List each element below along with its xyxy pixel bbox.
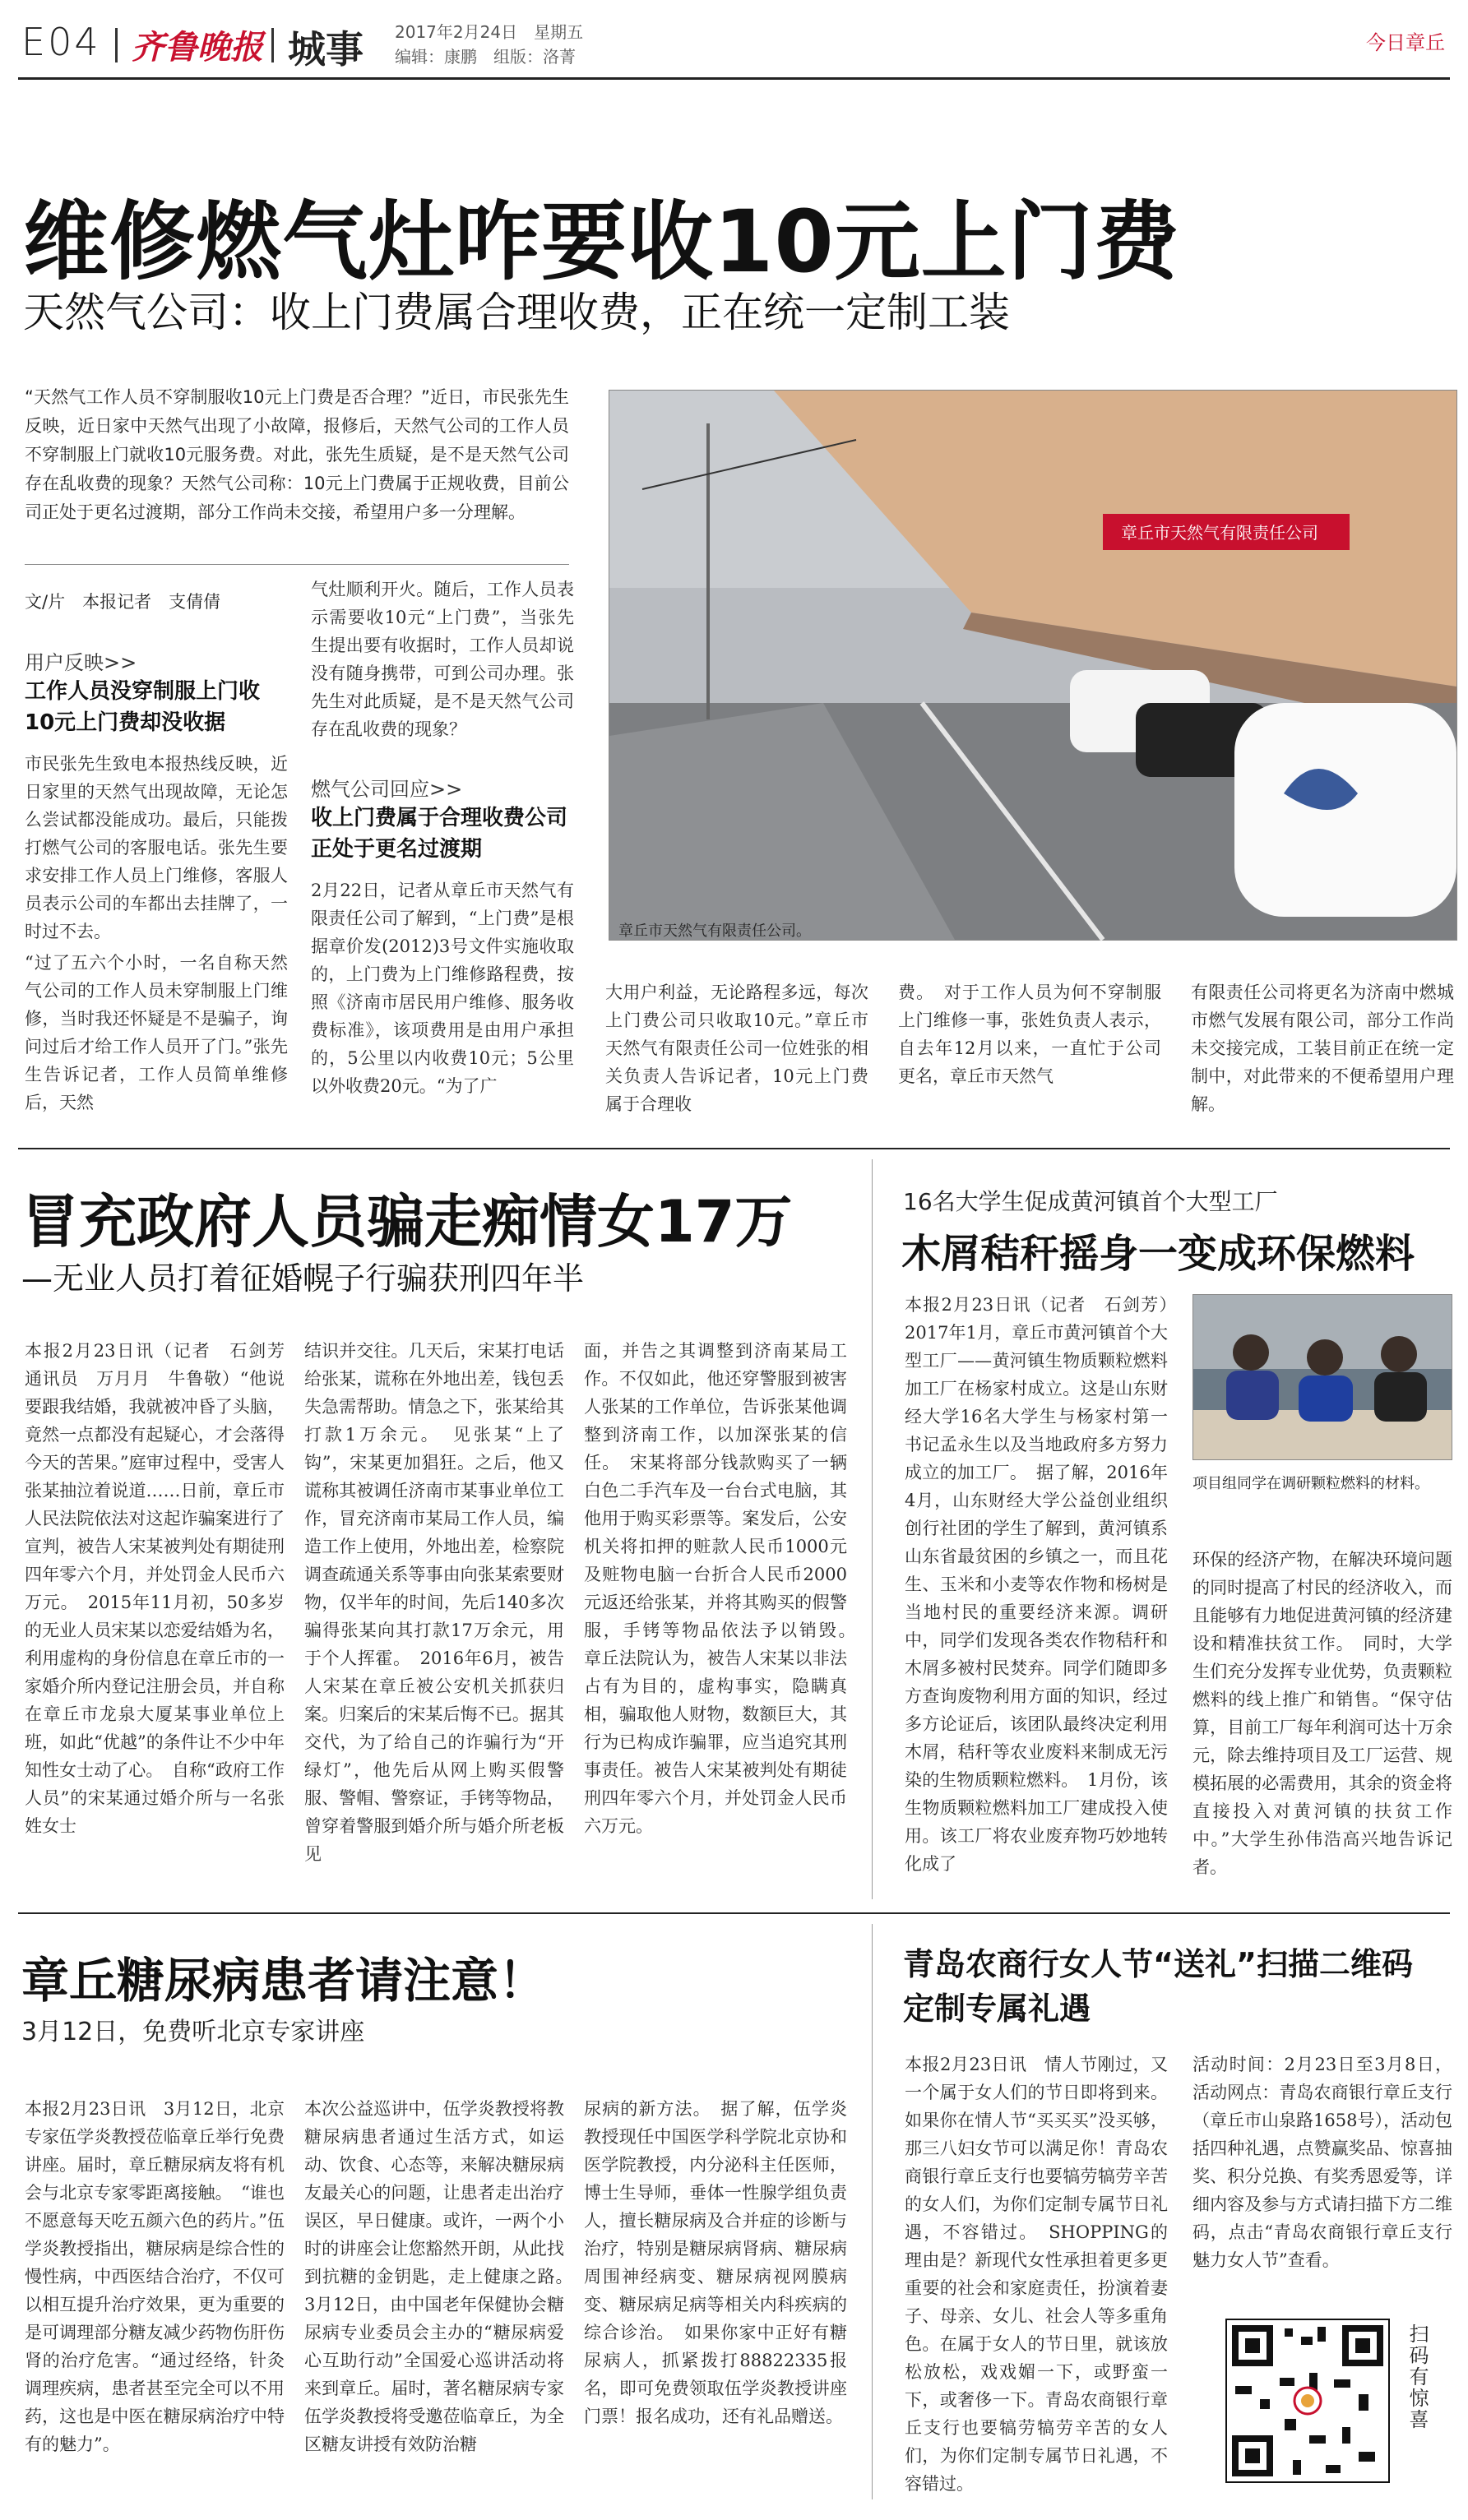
story4-col3: 尿病的新方法。 据了解，伍学炎教授现任中国医学科学院北京协和医学院教授，内分泌科主任医师，博士生导师，垂体一性腺学组负责人，擅长糖尿病及合并症的诊断与治疗，特别是糖尿病肾病、糖尿病周围神经病变、糖尿病视网膜病变、糖尿病足病等相关内科疾病的综合诊治。 如果你家中正好有糖尿病人，抓紧拨打88822335报名，即可免费领取伍学炎教授讲座门票！报名成功，还有礼品赠送。	[584, 2099, 847, 2426]
story1-headline: 维修燃气灶咋要收10元上门费	[23, 192, 1180, 292]
qr-code[interactable]	[1225, 2319, 1390, 2483]
story5-headline: 青岛农商行女人节“送礼”扫描二维码定制专属礼遇	[903, 1946, 1413, 2027]
students-photo	[1192, 1294, 1452, 1460]
story1-lead: “天然气工作人员不穿制服收10元上门费是否合理？”近日，市民张先生反映，近日家中天然气出现了小故障，报修后，天然气公司的工作人员不穿制服上门就收10元服务费。对此，张先生质疑，是不是天然气公司存在乱收费的现象？天然气公司称：10元上门费属于正规收费，目前公司正处于更名过渡期，部分工作尚未交接，希望用户多一分理解。	[25, 387, 569, 522]
story3-col1: 本报2月23日讯（记者 石剑芳） 2017年1月，章丘市黄河镇首个大型工厂——黄河镇生物质颗粒燃料加工厂在杨家村成立。这是山东财经大学16名大学生与杨家村第一书记孟永生以及当地政府多方努力成立的加工厂。 据了解，2016年4月，山东财经大学公益创业组织创行社团的学生了解到，黄河镇系山东省最贫困的乡镇之一，而且花生、玉米和小麦等农作物和杨树是当地村民的重要经济来源。调研中，同学们发现各类农作物秸秆和木屑多被村民焚弃。同学们随即多方查询废物利用方面的知识，经过多方论证后，该团队最终决定利用木屑，秸秆等农业废料来制成无污染的生物质颗粒燃料。 1月份，该生物质颗粒燃料加工厂建成投入使用。该工厂将农业废弃物巧妙地转化成了	[905, 1295, 1185, 1874]
story4-headline: 章丘糖尿病患者请注意！	[21, 1953, 547, 2009]
story3-col2: 环保的经济产物，在解决环境问题的同时提高了村民的经济收入，而且能够有力地促进黄河镇的经济建设和精准扶贫工作。 同时，大学生们充分发挥专业优势，负责颗粒燃料的线上推广和销售。“保守估算，目前工厂每年利润可达十万余元，除去维持项目及工厂运营、规模拓展的必需费用，其余的资金将直接投入对黄河镇的扶贫工作中。”大学生孙伟浩高兴地告诉记者。	[1192, 1550, 1452, 1877]
photo1-caption: 章丘市天然气有限责任公司。	[618, 922, 811, 940]
story2-subhead: —无业人员打着征婚幌子行骗获刑四年半	[21, 1260, 585, 1297]
qr-code-pattern	[1227, 2320, 1388, 2481]
section-rule	[18, 1912, 1450, 1914]
story1-col4: 费。 对于工作人员为何不穿制服上门维修一事，张姓负责人表示，自去年12月以来，一直忙于公司更名，章丘市天然气	[898, 983, 1161, 1086]
story1-col5: 有限责任公司将更名为济南中燃城市燃气发展有限公司，部分工作尚未交接完成，工装目前正在统一定制中，对此带来的不便希望用户理解。	[1191, 983, 1454, 1114]
story1-col1b: “过了五六个小时，一名自称天然气公司的工作人员未穿制服上门维修，当时我还怀疑是不是骗子，询问过后才给工作人员开了门。”张先生告诉记者，工作人员简单维修后，天然	[25, 953, 288, 1112]
students-illustration	[1193, 1295, 1452, 1459]
story2-col3: 面，并告之其调整到济南某局工作。不仅如此，他还穿警服到被害人张某的工作单位，告诉张某他调整到济南工作，以加深张某的信任。 宋某将部分钱款购买了一辆白色二手汽车及一台台式电脑，其他用于购买彩票等。案发后，公安机关将扣押的赃款人民币1000元及赃物电脑一台折合人民币2000元返还给张某，并将其购买的假警服，手铐等物品依法予以销毁。 章丘法院认为，被告人宋某以非法占有为目的，虚构事实，隐瞒真相，骗取他人财物，数额巨大，其行为已构成诈骗罪，应当追究其刑事责任。被告人宋某被判处有期徒刑四年零六个月，并处罚金人民币六万元。	[584, 1341, 864, 1836]
section-title-user: 工作人员没穿制服上门收10元上门费却没收据	[25, 679, 261, 735]
story5-col2: 活动时间：2月23日至3月8日，活动网点：青岛农商银行章丘支行（章丘市山泉路1658号），活动包括四种礼遇，点赞赢奖品、惊喜抽奖、积分兑换、有奖秀恩爱等，详细内容及参与方式请扫描下方二维码，点击“青岛农商银行章丘支行魅力女人节”查看。	[1192, 2055, 1452, 2270]
street-photo	[609, 390, 1457, 941]
column-divider	[872, 1159, 873, 1899]
qr-label: 扫码有惊喜	[1405, 2323, 1429, 2430]
story1-col1: 市民张先生致电本报热线反映，近日家里的天然气出现故障，无论怎么尝试都没能成功。最后，只能拨打燃气公司的客服电话。张先生要求安排工作人员上门维修，客服人员表示公司的车都出去挂牌了，一时过不去。	[25, 754, 288, 941]
story2-col2: 结识并交往。几天后，宋某打电话给张某，谎称在外地出差，钱包丢失急需帮助。情急之下，张某给其打款1万余元。 见张某“上了钩”，宋某更加猖狂。之后，他又谎称其被调任济南市某事业单位工作，冒充济南市某局工作人员，编造工作上使用，外地出差，检察院调查疏通关系等事由向张某索要财物，仅半年的时间，先后140多次骗得张某向其打款17万余元，用于个人挥霍。 2016年6月，被告人宋某在章丘被公安机关抓获归案。归案后的宋某后悔不已。据其交代，为了给自己的诈骗行为“开绿灯”，他先后从网上购买假警服、警帽、警察证，手铐等物品，曾穿着警服到婚介所与婚介所老板见	[304, 1341, 564, 1864]
story2-headline: 冒充政府人员骗走痴情女17万	[21, 1188, 793, 1255]
story1-byline: 文/片 本报记者 支倩倩	[25, 592, 221, 612]
lead-divider	[25, 564, 569, 565]
story1-col3: 大用户利益，无论路程多远，每次上门费公司只收取10元。”章丘市天然气有限责任公司一位姓张的相关负责人告诉记者，10元上门费属于合理收	[605, 983, 868, 1114]
story1-col2: 气灶顺利开火。随后，工作人员表示需要收10元“上门费”，当张先生提出要有收据时，工作人员却说没有随身携带，可到公司办理。张先生对此质疑，是不是天然气公司存在乱收费的现象？	[311, 580, 574, 739]
section-label-gas: 燃气公司回应>>	[311, 778, 463, 801]
story2-col1: 本报2月23日讯（记者 石剑芳 通讯员 万月月 牛鲁敬）“他说要跟我结婚，我就被冲昏了头脑，竟然一点都没有起疑心，才会落得今天的苦果。”庭审过程中，受害人张某抽泣着说道……日前，章丘市人民法院依法对这起诈骗案进行了宣判，被告人宋某被判处有期徒刑四年零六个月，并处罚金人民币六万元。 2015年11月初，50多岁的无业人员宋某以恋爱结婚为名，利用虚构的身份信息在章丘市的一家婚介所内登记注册会员，并自称在章丘市龙泉大厦某事业单位上班，如此“优越”的条件让不少中年知性女士动了心。 自称“政府工作人员”的宋某通过婚介所与一名张姓女士	[25, 1341, 302, 1836]
issue-meta	[395, 20, 583, 69]
story5-col1: 本报2月23日讯 情人节刚过，又一个属于女人们的节日即将到来。如果你在情人节“买买买”没买够，那三八妇女节可以满足你！青岛农商银行章丘支行也要犒劳犒劳辛苦的女人们，为你们定制专属节日礼遇，不容错过。 SHOPPING的理由是？新现代女性承担着更多更重要的社会和家庭责任，扮演着妻子、母亲、女儿、社会人等多重角色。在属于女人的节日里，就该放松放松，戏戏媚一下，或野蛮一下，或奢侈一下。青岛农商银行章丘支行也要犒劳犒劳辛苦的女人们，为你们定制专属节日礼遇，不容错过。	[905, 2055, 1168, 2494]
section-title-gas: 收上门费属于合理收费公司正处于更名过渡期	[311, 806, 568, 862]
section-title: 城事	[288, 27, 364, 72]
photo-sign-text: 章丘市天然气有限责任公司	[1121, 523, 1318, 543]
story1-col2b: 2月22日，记者从章丘市天然气有限责任公司了解到，“上门费”是根据章价发(2012)3号文件实施收取的，上门费为上门维修路程费，按照《济南市居民用户维修、服务收费标准》，该项费用是由用户承担的，5公里以内收费10元；5公里以外收费20元。“为了广	[311, 881, 574, 1096]
column-divider	[872, 1924, 873, 2499]
story1-subhead: 天然气公司：收上门费属合理收费，正在统一定制工装	[23, 289, 1010, 336]
edition-label: 今日章丘	[1366, 31, 1445, 54]
section-label-user: 用户反映>>	[25, 651, 137, 674]
students-caption: 项目组同学在调研颗粒燃料的材料。	[1192, 1475, 1429, 1492]
page-number: E04	[21, 20, 101, 64]
story4-col1: 本报2月23日讯 3月12日，北京专家伍学炎教授莅临章丘举行免费讲座。届时，章丘糖尿病友将有机会与北京专家零距离接触。 “谁也不愿意每天吃五颜六色的药片。”伍学炎教授指出，糖尿病是综合性的慢性病，中西医结合治疗，不仅可以相互提升治疗效果，更为重要的是可调理部分糖友减少药物伤肝伤肾的治疗危害。“通过经络，针灸调理疾病，患者甚至完全可以不用药，这也是中医在糖尿病治疗中特有的魅力”。	[25, 2099, 285, 2454]
street-scene-illustration	[609, 391, 1456, 940]
issue-editors: 编辑：康鹏 组版：洛菁	[395, 47, 576, 67]
story4-subhead: 3月12日，免费听北京专家讲座	[21, 2018, 365, 2046]
newspaper-logo: 齐鲁晚报	[132, 28, 263, 67]
story3-kicker: 16名大学生促成黄河镇首个大型工厂	[903, 1188, 1278, 1215]
issue-date: 2017年2月24日 星期五	[395, 22, 584, 42]
story3-headline: 木屑秸秆摇身一变成环保燃料	[901, 1231, 1415, 1277]
masthead-rule	[18, 77, 1450, 80]
masthead-divider	[115, 28, 118, 62]
section-rule	[18, 1148, 1450, 1149]
masthead-divider	[271, 28, 274, 62]
story4-col2: 本次公益巡讲中，伍学炎教授将教糖尿病患者通过生活方式，如运动、饮食、心态等，来解决糖尿病友最关心的问题，让患者走出治疗误区，早日健康。或许，一两个小时的讲座会让您豁然开朗，从此找到抗糖的金钥匙，走上健康之路。 3月12日，由中国老年保健协会糖尿病专业委员会主办的“糖尿病爱心互助行动”全国爱心巡讲活动将来到章丘。届时，著名糖尿病专家伍学炎教授将受邀莅临章丘，为全区糖友讲授有效防治糖	[304, 2099, 581, 2454]
